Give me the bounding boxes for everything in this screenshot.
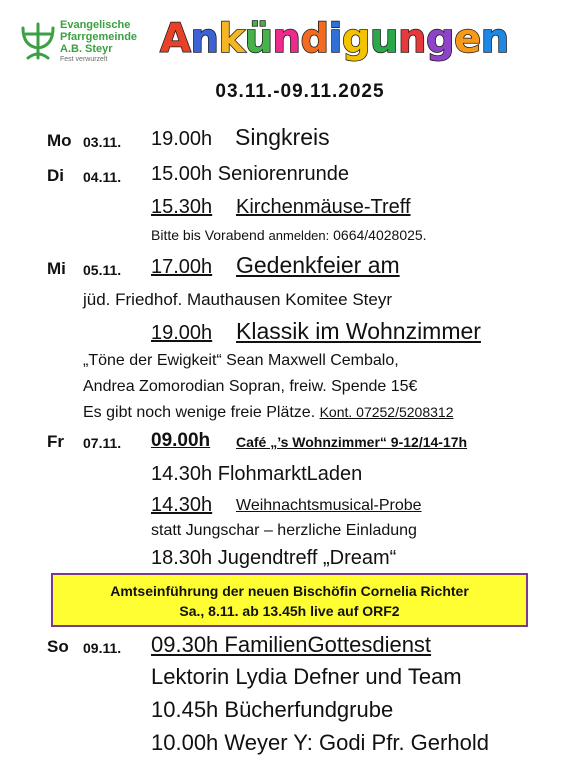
event-title: Café „’s Wohnzimmer“ 9-12/14-17h <box>236 434 468 450</box>
page-title <box>160 14 509 64</box>
title-letter: g <box>426 16 455 62</box>
event-title: Kirchenmäuse-Treff <box>236 196 411 218</box>
date-label-fr: 07.11. <box>83 435 122 451</box>
event-line: 15.00h Seniorenrunde <box>151 163 349 185</box>
phone-number: 0664/4028025. <box>329 227 427 243</box>
announcement-banner <box>51 573 528 627</box>
event-detail: „Töne der Ewigkeit“ Sean Maxwell Cembalo, <box>83 352 399 369</box>
parish-name-line3: A.B. Steyr <box>60 43 113 55</box>
title-letter: n <box>398 16 426 62</box>
event-time: 15.30h <box>151 196 213 218</box>
banner-line2: Sa., 8.11. ab 13.45h live auf ORF2 <box>179 603 400 619</box>
event-time: 19.00h <box>151 322 213 344</box>
date-label-mi: 05.11. <box>83 262 122 278</box>
event-line: 14.30h FlohmarktLaden <box>151 463 363 485</box>
event-time: 09.00h <box>151 430 211 451</box>
event-line: 10.00h Weyer Y: Godi Pfr. Gerhold <box>151 730 489 755</box>
banner-line1: Amtseinführung der neuen Bischöfin Cornelia Richter <box>110 583 469 599</box>
event-title: Gedenkfeier am <box>236 252 400 278</box>
parish-name-line2: Pfarrgemeinde <box>60 31 138 43</box>
day-label-mo: Mo <box>47 131 72 150</box>
title-letter: n <box>272 16 301 62</box>
date-label-so: 09.11. <box>83 640 122 656</box>
date-label-di: 04.11. <box>83 169 122 185</box>
title-letter: k <box>218 16 245 62</box>
title-letter: e <box>454 16 481 62</box>
event-subtitle: statt Jungschar – herzliche Einladung <box>151 522 417 539</box>
event-subtitle: Lektorin Lydia Defner und Team <box>151 664 462 689</box>
event-title: Klassik im Wohnzimmer <box>236 318 481 344</box>
parish-name-line1: Evangelische <box>60 19 131 31</box>
title-letter: g <box>341 16 371 62</box>
day-label-so: So <box>47 637 69 656</box>
parish-tagline: Fest verwurzelt <box>60 56 108 63</box>
title-letter: u <box>370 16 399 62</box>
event-line: 09.30h FamilienGottesdienst <box>151 632 432 657</box>
date-label-mo: 03.11. <box>83 134 122 150</box>
date-range: 03.11.-09.11.2025 <box>215 81 385 102</box>
event-time: 19.00h <box>151 128 213 150</box>
contact-link[interactable]: Kont. 07252/5208312 <box>319 404 454 420</box>
event-title: Singkreis <box>235 124 330 150</box>
day-label-mi: Mi <box>47 259 66 278</box>
event-title: Weihnachtsmusical-Probe <box>236 497 422 514</box>
title-letter: ü <box>244 16 273 62</box>
event-detail-text: Es gibt noch wenige freie Plätze. <box>83 404 320 421</box>
event-detail <box>83 404 453 422</box>
note-text: anmelden: <box>268 228 330 243</box>
event-subtitle: jüd. Friedhof. Mauthausen Komitee Steyr <box>83 290 392 309</box>
title-letter: d <box>300 16 329 62</box>
title-letter: n <box>190 16 219 62</box>
event-time: 14.30h <box>151 494 213 516</box>
day-label-fr: Fr <box>47 432 64 451</box>
cross-tree-icon <box>18 20 58 62</box>
title-letter: A <box>160 16 191 62</box>
event-note <box>151 227 427 243</box>
title-letter: n <box>480 16 509 62</box>
event-time: 17.00h <box>151 256 213 278</box>
day-label-di: Di <box>47 166 64 185</box>
event-line: 18.30h Jugendtreff „Dream“ <box>151 547 397 569</box>
note-text: Bitte bis Vorabend <box>151 227 269 243</box>
event-line: 10.45h Bücherfundgrube <box>151 697 394 722</box>
title-letter: i <box>328 16 342 62</box>
event-detail: Andrea Zomorodian Sopran, freiw. Spende 15€ <box>83 378 418 395</box>
parish-name <box>60 19 137 65</box>
